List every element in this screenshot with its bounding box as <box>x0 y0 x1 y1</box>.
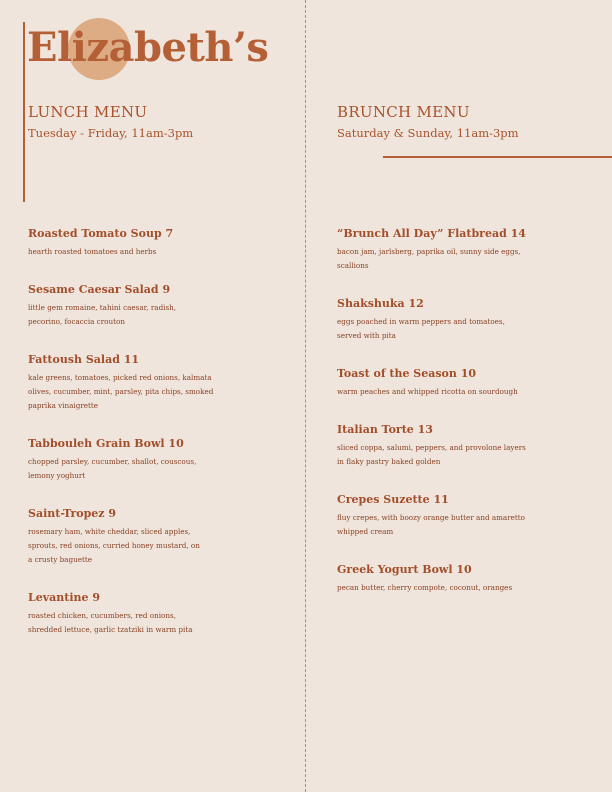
menu-item <box>337 297 602 343</box>
menu-item <box>28 283 293 329</box>
brunch-accent-rule <box>383 156 612 158</box>
menu-item <box>28 353 293 413</box>
menu-item-description: pecan butter, cherry compote, coconut, oranges <box>337 583 513 592</box>
menu-item-name: Roasted Tomato Soup 7 <box>28 227 174 240</box>
menu-item-name: Crepes Suzette 11 <box>337 493 449 506</box>
brand-logo: Elizabeth’s <box>27 24 269 71</box>
menu-item-description: roasted chicken, cucumbers, red onions, shredded lettuce, garlic tzatziki in warm pita <box>28 611 193 634</box>
menu-item-name: Levantine 9 <box>28 591 100 604</box>
menu-item <box>337 493 602 539</box>
menu-item <box>337 423 602 469</box>
brunch-menu-hours: Saturday & Sunday, 11am-3pm <box>337 126 519 140</box>
lunch-menu-title: LUNCH MENU <box>28 103 148 121</box>
menu-item <box>28 507 293 567</box>
menu-item-description: little gem romaine, tahini caesar, radish, pecorino, focaccia crouton <box>28 303 177 326</box>
menu-item-name: Sesame Caesar Salad 9 <box>28 283 171 296</box>
menu-item <box>337 227 602 273</box>
menu-item-description: warm peaches and whipped ricotta on sourdough <box>337 387 518 396</box>
menu-item-name: Greek Yogurt Bowl 10 <box>337 563 472 576</box>
menu-item <box>28 227 293 259</box>
menu-item <box>28 591 293 637</box>
center-divider <box>305 0 306 792</box>
menu-item-description: eggs poached in warm peppers and tomatoes, served with pita <box>337 317 505 340</box>
menu-item-name: Toast of the Season 10 <box>337 367 477 380</box>
menu-item-description: fluy crepes, with boozy orange butter and amaretto whipped cream <box>337 513 526 536</box>
menu-item-name: Saint-Tropez 9 <box>28 507 117 520</box>
menu-item <box>337 563 602 595</box>
menu-item-name: Tabbouleh Grain Bowl 10 <box>28 437 184 450</box>
menu-item <box>337 367 602 399</box>
menu-item-description: rosemary ham, white cheddar, sliced apples, sprouts, red onions, curried honey mustard, on a crusty baguette <box>28 527 200 564</box>
lunch-menu-hours: Tuesday - Friday, 11am-3pm <box>28 126 194 140</box>
menu-item-description: kale greens, tomatoes, picked red onions, kalmata olives, cucumber, mint, parsley, pita chips, smoked paprika vinaigrette <box>28 373 214 410</box>
menu-item-description: sliced coppa, salumi, peppers, and provolone layers in flaky pastry baked golden <box>337 443 526 466</box>
left-accent-line <box>23 22 25 202</box>
menu-item-name: “Brunch All Day” Flatbread 14 <box>337 227 526 240</box>
menu-item-description: chopped parsley, cucumber, shallot, couscous, lemony yoghurt <box>28 457 197 480</box>
menu-item-name: Fattoush Salad 11 <box>28 353 140 366</box>
menu-item-description: hearth roasted tomatoes and herbs <box>28 247 157 256</box>
menu-item-name: Shakshuka 12 <box>337 297 424 310</box>
menu-item-name: Italian Torte 13 <box>337 423 433 436</box>
menu-item <box>28 437 293 483</box>
menu-item-description: bacon jam, jarlsberg, paprika oil, sunny side eggs, scallions <box>337 247 521 270</box>
brunch-menu-title: BRUNCH MENU <box>337 103 470 121</box>
